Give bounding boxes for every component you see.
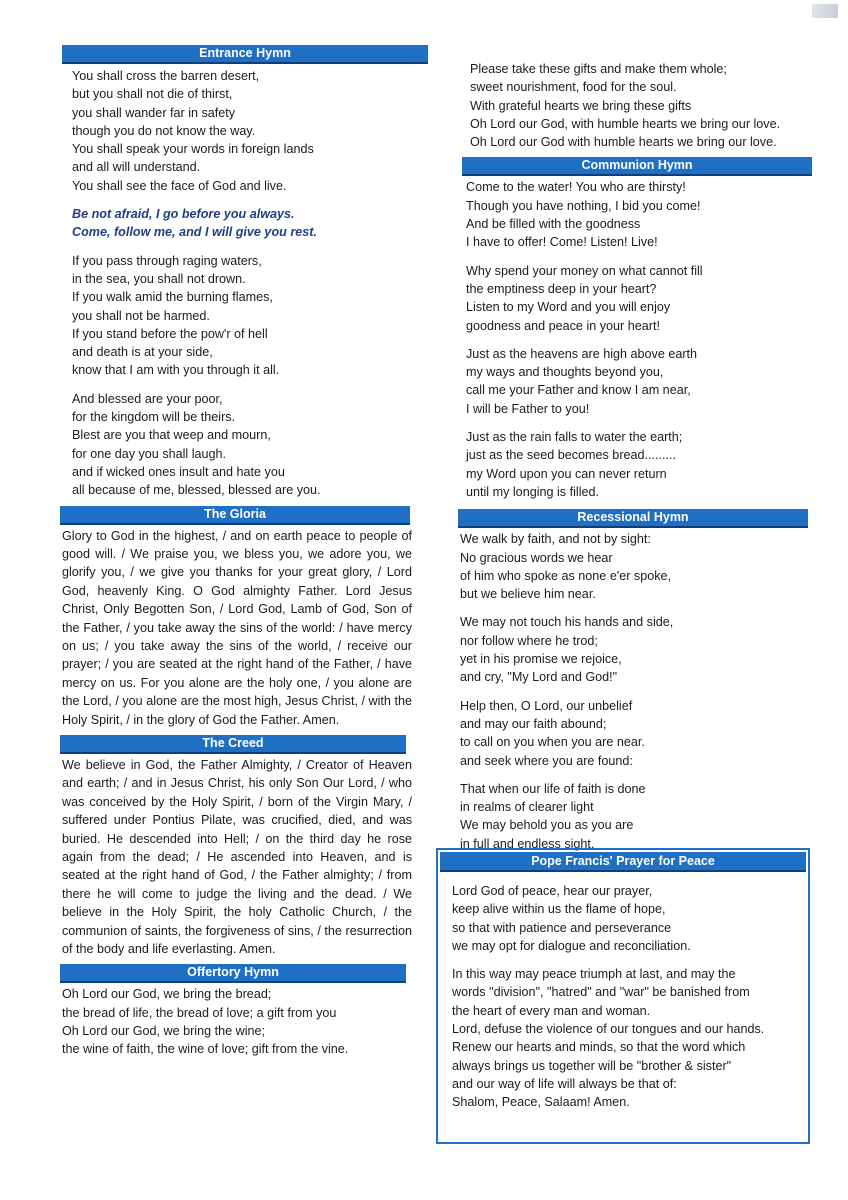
offertory-hymn-heading: Offertory Hymn [60,964,406,983]
text-line: I will be Father to you! [466,401,590,416]
entrance-hymn-section [60,45,412,500]
text-line: in realms of clearer light [460,800,594,815]
text-line: Renew our hearts and minds, so that the word which [452,1040,746,1055]
text-line: in the sea, you shall not drown. [72,271,246,286]
text-line: And blessed are your poor, [72,391,223,406]
text-line: and death is at your side, [72,345,213,360]
text-line: Just as the rain falls to water the earth; [466,430,683,445]
text-line: You shall cross the barren desert, [72,69,260,83]
text-line: sweet nourishment, food for the soul. [470,80,677,95]
creed-section [60,735,412,958]
text-line: Though you have nothing, I bid you come! [466,198,701,213]
text-line: With grateful hearts we bring these gifts [470,98,692,113]
text-line: and all will understand. [72,160,201,175]
text-line: the heart of every man and woman. [452,1003,651,1018]
text-line: but you shall not die of thirst, [72,87,233,102]
text-line: Come, follow me, and I will give you rest. [72,225,317,240]
text-line: Help then, O Lord, our unbelief [460,698,633,713]
text-line: to call on you when you are near. [460,735,645,750]
text-line: all because of me, blessed, blessed are you. [72,483,321,498]
prayer-heading: Pope Francis' Prayer for Peace [440,852,806,872]
prayer-stanza-1 [452,882,798,955]
recessional-verse-2 [460,613,812,686]
text-line: We may not touch his hands and side, [460,615,674,630]
text-line: You shall see the face of God and live. [72,178,287,193]
text-line: and seek where you are found: [460,753,633,768]
gloria-section [60,506,412,729]
text-line: we may opt for dialogue and reconciliation. [452,938,691,953]
recessional-hymn-section [458,509,812,853]
text-line: until my longing is filled. [466,484,599,499]
text-line: Oh Lord our God, we bring the wine; [62,1024,266,1039]
text-line: Oh Lord our God, with humble hearts we bring our love. [470,116,781,131]
text-line: of him who spoke as none e'er spoke, [460,568,672,583]
text-line: yet in his promise we rejoice, [460,652,622,667]
recessional-verse-4 [460,780,812,853]
right-column [458,60,812,853]
communion-hymn-section [458,157,812,501]
entrance-hymn-text [60,64,412,500]
recessional-verse-1 [460,530,812,603]
text-line: the bread of life, the bread of love; a gift from you [62,1005,337,1020]
communion-hymn-heading: Communion Hymn [462,157,812,176]
communion-verse-1 [466,178,812,251]
text-line: Oh Lord our God with humble hearts we bring our love. [470,135,777,150]
communion-hymn-text [458,176,812,501]
communion-verse-2 [466,262,812,335]
verse-2 [72,252,412,380]
recessional-hymn-heading: Recessional Hymn [458,509,808,528]
offertory-verse-2 [458,60,812,151]
creed-heading: The Creed [60,735,406,754]
offertory-verse-1 [60,983,412,1058]
text-line: No gracious words we hear [460,550,613,565]
text-line: nor follow where he trod; [460,633,598,648]
text-line: for one day you shall laugh. [72,446,227,461]
text-line: You shall speak your words in foreign lands [72,142,314,157]
text-line: Shalom, Peace, Salaam! Amen. [452,1095,630,1110]
recessional-verse-3 [460,697,812,770]
text-line: If you walk amid the burning flames, [72,290,273,305]
text-line: words "division", "hatred" and "war" be banished from [452,985,750,1000]
text-line: We walk by faith, and not by sight: [460,532,651,547]
text-line: just as the seed becomes bread......... [466,448,677,463]
text-line: and may our faith abound; [460,716,607,731]
text-line: Just as the heavens are high above earth [466,346,698,361]
text-line: you shall not be harmed. [72,308,210,323]
text-line: Why spend your money on what cannot fill [466,263,703,278]
text-line: in full and endless sight. [460,836,595,851]
gloria-heading: The Gloria [60,506,410,525]
communion-verse-3 [466,345,812,418]
text-line: Lord God of peace, hear our prayer, [452,884,653,898]
text-line: always brings us together will be "brother & sister" [452,1058,732,1073]
text-line: know that I am with you through it all. [72,363,280,378]
text-line: and if wicked ones insult and hate you [72,464,285,479]
text-line: but we believe him near. [460,587,596,602]
text-line: Lord, defuse the violence of our tongues and our hands. [452,1022,765,1037]
text-line: my ways and thoughts beyond you, [466,365,664,380]
text-line: though you do not know the way. [72,123,256,138]
creed-text: We believe in God, the Father Almighty, / Creator of Heaven and earth; / and in Jesus Christ, his only Son Our Lord, / who was conceived by the Holy Spirit, / born of the Virgin Mary, / suffered under Pontius Pilate, was crucified, died, and was buried. He descended into Hell; / on the third day he rose again from the dead; / He ascended into Heaven, and is seated at the right hand of God, / the Father almighty; / from there he will come to judge the living and the dead. / We believe in the Holy Spirit, the holy Catholic Church, / the communion of saints, the forgiveness of sins, / the resurrection of the body and life everlasting. Amen. [62,758,412,957]
verse-1 [72,67,412,195]
left-column [60,45,412,1059]
text-line: That when our life of faith is done [460,781,646,796]
text-line: the emptiness deep in your heart? [466,281,657,296]
text-line: If you pass through raging waters, [72,253,262,268]
entrance-hymn-heading: Entrance Hymn [62,45,428,64]
refrain [72,205,412,242]
prayer-for-peace-box [436,848,810,1144]
text-line: the wine of faith, the wine of love; gift from the vine. [62,1042,349,1057]
verse-3 [72,390,412,500]
text-line: my Word upon you can never return [466,466,667,481]
text-line: and cry, "My Lord and God!" [460,670,618,685]
text-line: Oh Lord our God, we bring the bread; [62,987,272,1002]
text-line: Listen to my Word and you will enjoy [466,300,671,315]
offertory-hymn-section [60,964,412,1058]
text-line: And be filled with the goodness [466,217,641,232]
text-line: Come to the water! You who are thirsty! [466,180,686,195]
prayer-stanza-2 [452,965,798,1111]
text-line: We may behold you as you are [460,818,634,833]
text-line: call me your Father and know I am near, [466,383,691,398]
text-line: Blest are you that weep and mourn, [72,428,271,443]
text-line: and our way of life will always be that of: [452,1076,677,1091]
text-line: In this way may peace triumph at last, and may the [452,967,736,982]
text-line: you shall wander far in safety [72,105,236,120]
text-line: for the kingdom will be theirs. [72,410,236,425]
text-line: Be not afraid, I go before you always. [72,207,295,222]
text-line: Please take these gifts and make them whole; [470,62,727,76]
scan-corner-mark [812,4,838,18]
text-line: goodness and peace in your heart! [466,318,660,333]
communion-verse-4 [466,428,812,501]
text-line: If you stand before the pow'r of hell [72,326,268,341]
gloria-text: Glory to God in the highest, / and on earth peace to people of good will. / We praise you, we bless you, we adore you, we glorify you, / we give you thanks for your great glory, / Lord God, heavenly King. O God almighty Father. Lord Jesus Christ, Only Begotten Son, / Lord God, Lamb of God, Son of the Father, / you take away the sins of the world: / have mercy on us; / you take away the sins of the world, / receive our prayer; / you are seated at the right hand of the Father, / have mercy on us. For you alone are the holy one, / you alone are the Lord, / you alone are the most high, Jesus Christ, / with the Holy Spirit, / in the glory of God the Father. Amen. [62,528,412,727]
prayer-text [438,872,808,1112]
text-line: I have to offer! Come! Listen! Live! [466,235,658,250]
recessional-hymn-text [458,528,812,853]
text-line: keep alive within us the flame of hope, [452,902,666,917]
text-line: so that with patience and perseverance [452,920,672,935]
